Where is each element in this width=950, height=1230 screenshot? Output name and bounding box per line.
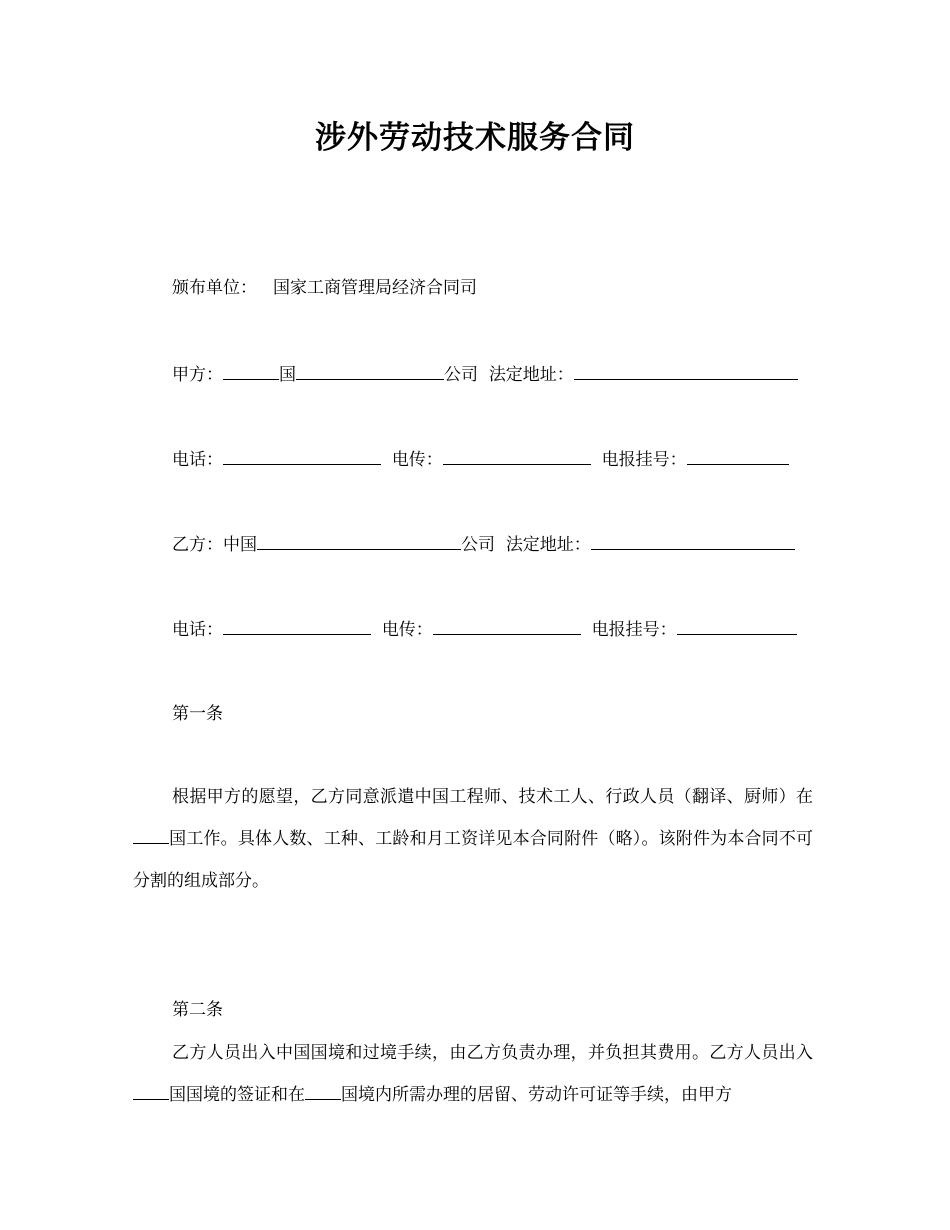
party-a-address-label: 法定地址： (488, 365, 574, 385)
article-2-body (133, 1032, 813, 1116)
article-2-text-3: 国境内所需办理的居留、劳动许可证等手续，由甲方 (341, 1085, 732, 1105)
article-2-country-blank-2[interactable] (305, 1083, 341, 1100)
party-a-fax-blank[interactable] (443, 447, 591, 465)
issuer-value: 国家工商管理局经济合同司 (273, 278, 477, 298)
party-b-address-blank[interactable] (591, 532, 795, 550)
article-1-body (133, 776, 813, 902)
party-b-phone-blank[interactable] (223, 617, 371, 635)
article-2-text-2: 国国境的签证和在 (169, 1085, 305, 1105)
party-a-phone-blank[interactable] (223, 447, 381, 465)
party-b-contact-line (172, 617, 797, 641)
article-2-text-1: 乙方人员出入中国国境和过境手续，由乙方负责办理，并负担其费用。乙方人员出入 (172, 1043, 813, 1063)
party-a-label: 甲方： (172, 365, 223, 385)
party-b-cable-blank[interactable] (677, 617, 797, 635)
party-b-company-blank[interactable] (257, 532, 461, 550)
party-a-country-suffix: 国 (279, 365, 296, 385)
party-a-fax-label: 电传： (391, 450, 443, 470)
party-b-cable-label: 电报挂号： (591, 620, 677, 640)
article-2-country-blank-1[interactable] (133, 1083, 169, 1100)
issuer-label: 颁布单位： (172, 278, 257, 298)
party-b-label: 乙方：中国 (172, 535, 257, 555)
party-a-country-blank[interactable] (223, 362, 279, 380)
party-b-company-suffix: 公司 (461, 535, 495, 555)
party-a-line (172, 362, 798, 386)
party-b-fax-blank[interactable] (433, 617, 581, 635)
party-b-address-label: 法定地址： (505, 535, 591, 555)
party-a-cable-blank[interactable] (687, 447, 789, 465)
party-a-contact-line (172, 447, 789, 471)
party-b-line (172, 532, 795, 556)
document-title: 涉外劳动技术服务合同 (315, 120, 635, 156)
party-a-cable-label: 电报挂号： (601, 450, 687, 470)
article-2-heading: 第二条 (172, 1000, 223, 1020)
party-a-company-suffix: 公司 (444, 365, 478, 385)
article-1-text-1: 根据甲方的愿望，乙方同意派遣中国工程师、技术工人、行政人员（翻译、厨师）在 (172, 787, 813, 807)
article-1-heading: 第一条 (172, 704, 223, 724)
party-b-fax-label: 电传： (381, 620, 433, 640)
party-a-phone-label: 电话： (172, 450, 223, 470)
party-b-phone-label: 电话： (172, 620, 223, 640)
party-a-company-blank[interactable] (296, 362, 444, 380)
article-1-country-blank[interactable] (133, 827, 169, 844)
party-a-address-blank[interactable] (574, 362, 798, 380)
article-1-text-2: 国工作。具体人数、工种、工龄和月工资详见本合同附件（略）。该附件为本合同不可分割的组成部分。 (133, 829, 813, 891)
issuer-line (172, 277, 477, 299)
